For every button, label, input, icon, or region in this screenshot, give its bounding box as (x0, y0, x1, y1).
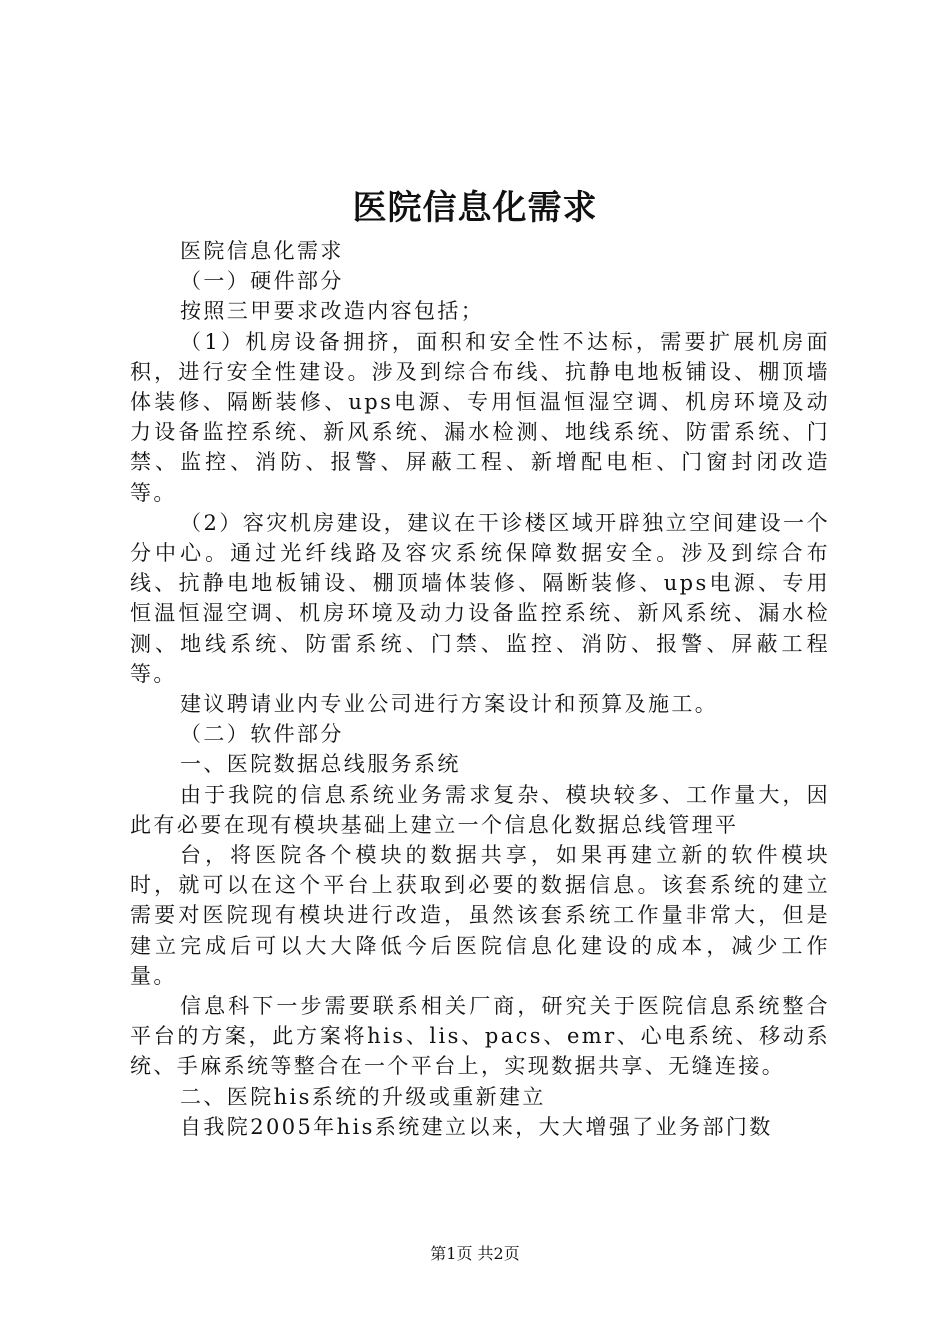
paragraph-section-1-text-a: 由于我院的信息系统业务需求复杂、模块较多、工作量大，因此有必要在现有模块基础上建立一个信息化数据总线管理平 (130, 782, 830, 837)
paragraph-section-2-heading: 二、医院his系统的升级或重新建立 (180, 1084, 546, 1109)
paragraph-section-1-text-b: 台，将医院各个模块的数据共享，如果再建立新的软件模块时，就可以在这个平台上获取到必要的数据信息。该套系统的建立需要对医院现有模块进行改造，虽然该套系统工作量非常大，但是建立完成后可以大大降低今后医院信息化建设的成本，减少工作量。 (130, 843, 830, 988)
paragraph-renovation-intro: 按照三甲要求改造内容包括； (180, 299, 485, 324)
paragraph-section-1-heading: 一、医院数据总线服务系统 (180, 752, 461, 777)
paragraph-hardware-heading: （一）硬件部分 (180, 269, 344, 294)
document-body (130, 236, 830, 1142)
paragraph-doc-heading: 医院信息化需求 (180, 239, 344, 263)
page-number-footer: 第1页 共2页 (430, 1244, 520, 1263)
paragraph-section-2-text: 自我院2005年his系统建立以来，大大增强了业务部门数 (180, 1114, 773, 1139)
paragraph-section-1-text-c: 信息科下一步需要联系相关厂商，研究关于医院信息系统整合平台的方案，此方案将his、lis、pacs、emr、心电系统、移动系统、手麻系统等整合在一个平台上，实现数据共享、无缝连接。 (130, 994, 830, 1079)
paragraph-item-1: （1）机房设备拥挤，面积和安全性不达标，需要扩展机房面积，进行安全性建设。涉及到综合布线、抗静电地板铺设、棚顶墙体装修、隔断装修、ups电源、专用恒温恒湿空调、机房环境及动力设备监控系统、新风系统、漏水检测、地线系统、防雷系统、门禁、监控、消防、报警、屏蔽工程、新增配电柜、门窗封闭改造等。 (130, 329, 830, 505)
paragraph-item-2: （2）容灾机房建设，建议在干诊楼区域开辟独立空间建设一个分中心。通过光纤线路及容灾系统保障数据安全。涉及到综合布线、抗静电地板铺设、棚顶墙体装修、隔断装修、ups电源、专用恒温恒湿空调、机房环境及动力设备监控系统、新风系统、漏水检测、地线系统、防雷系统、门禁、监控、消防、报警、屏蔽工程等。 (130, 510, 830, 686)
document-title: 医院信息化需求 (352, 188, 598, 228)
paragraph-software-heading: （二）软件部分 (180, 722, 344, 747)
paragraph-recommendation: 建议聘请业内专业公司进行方案设计和预算及施工。 (180, 692, 719, 717)
